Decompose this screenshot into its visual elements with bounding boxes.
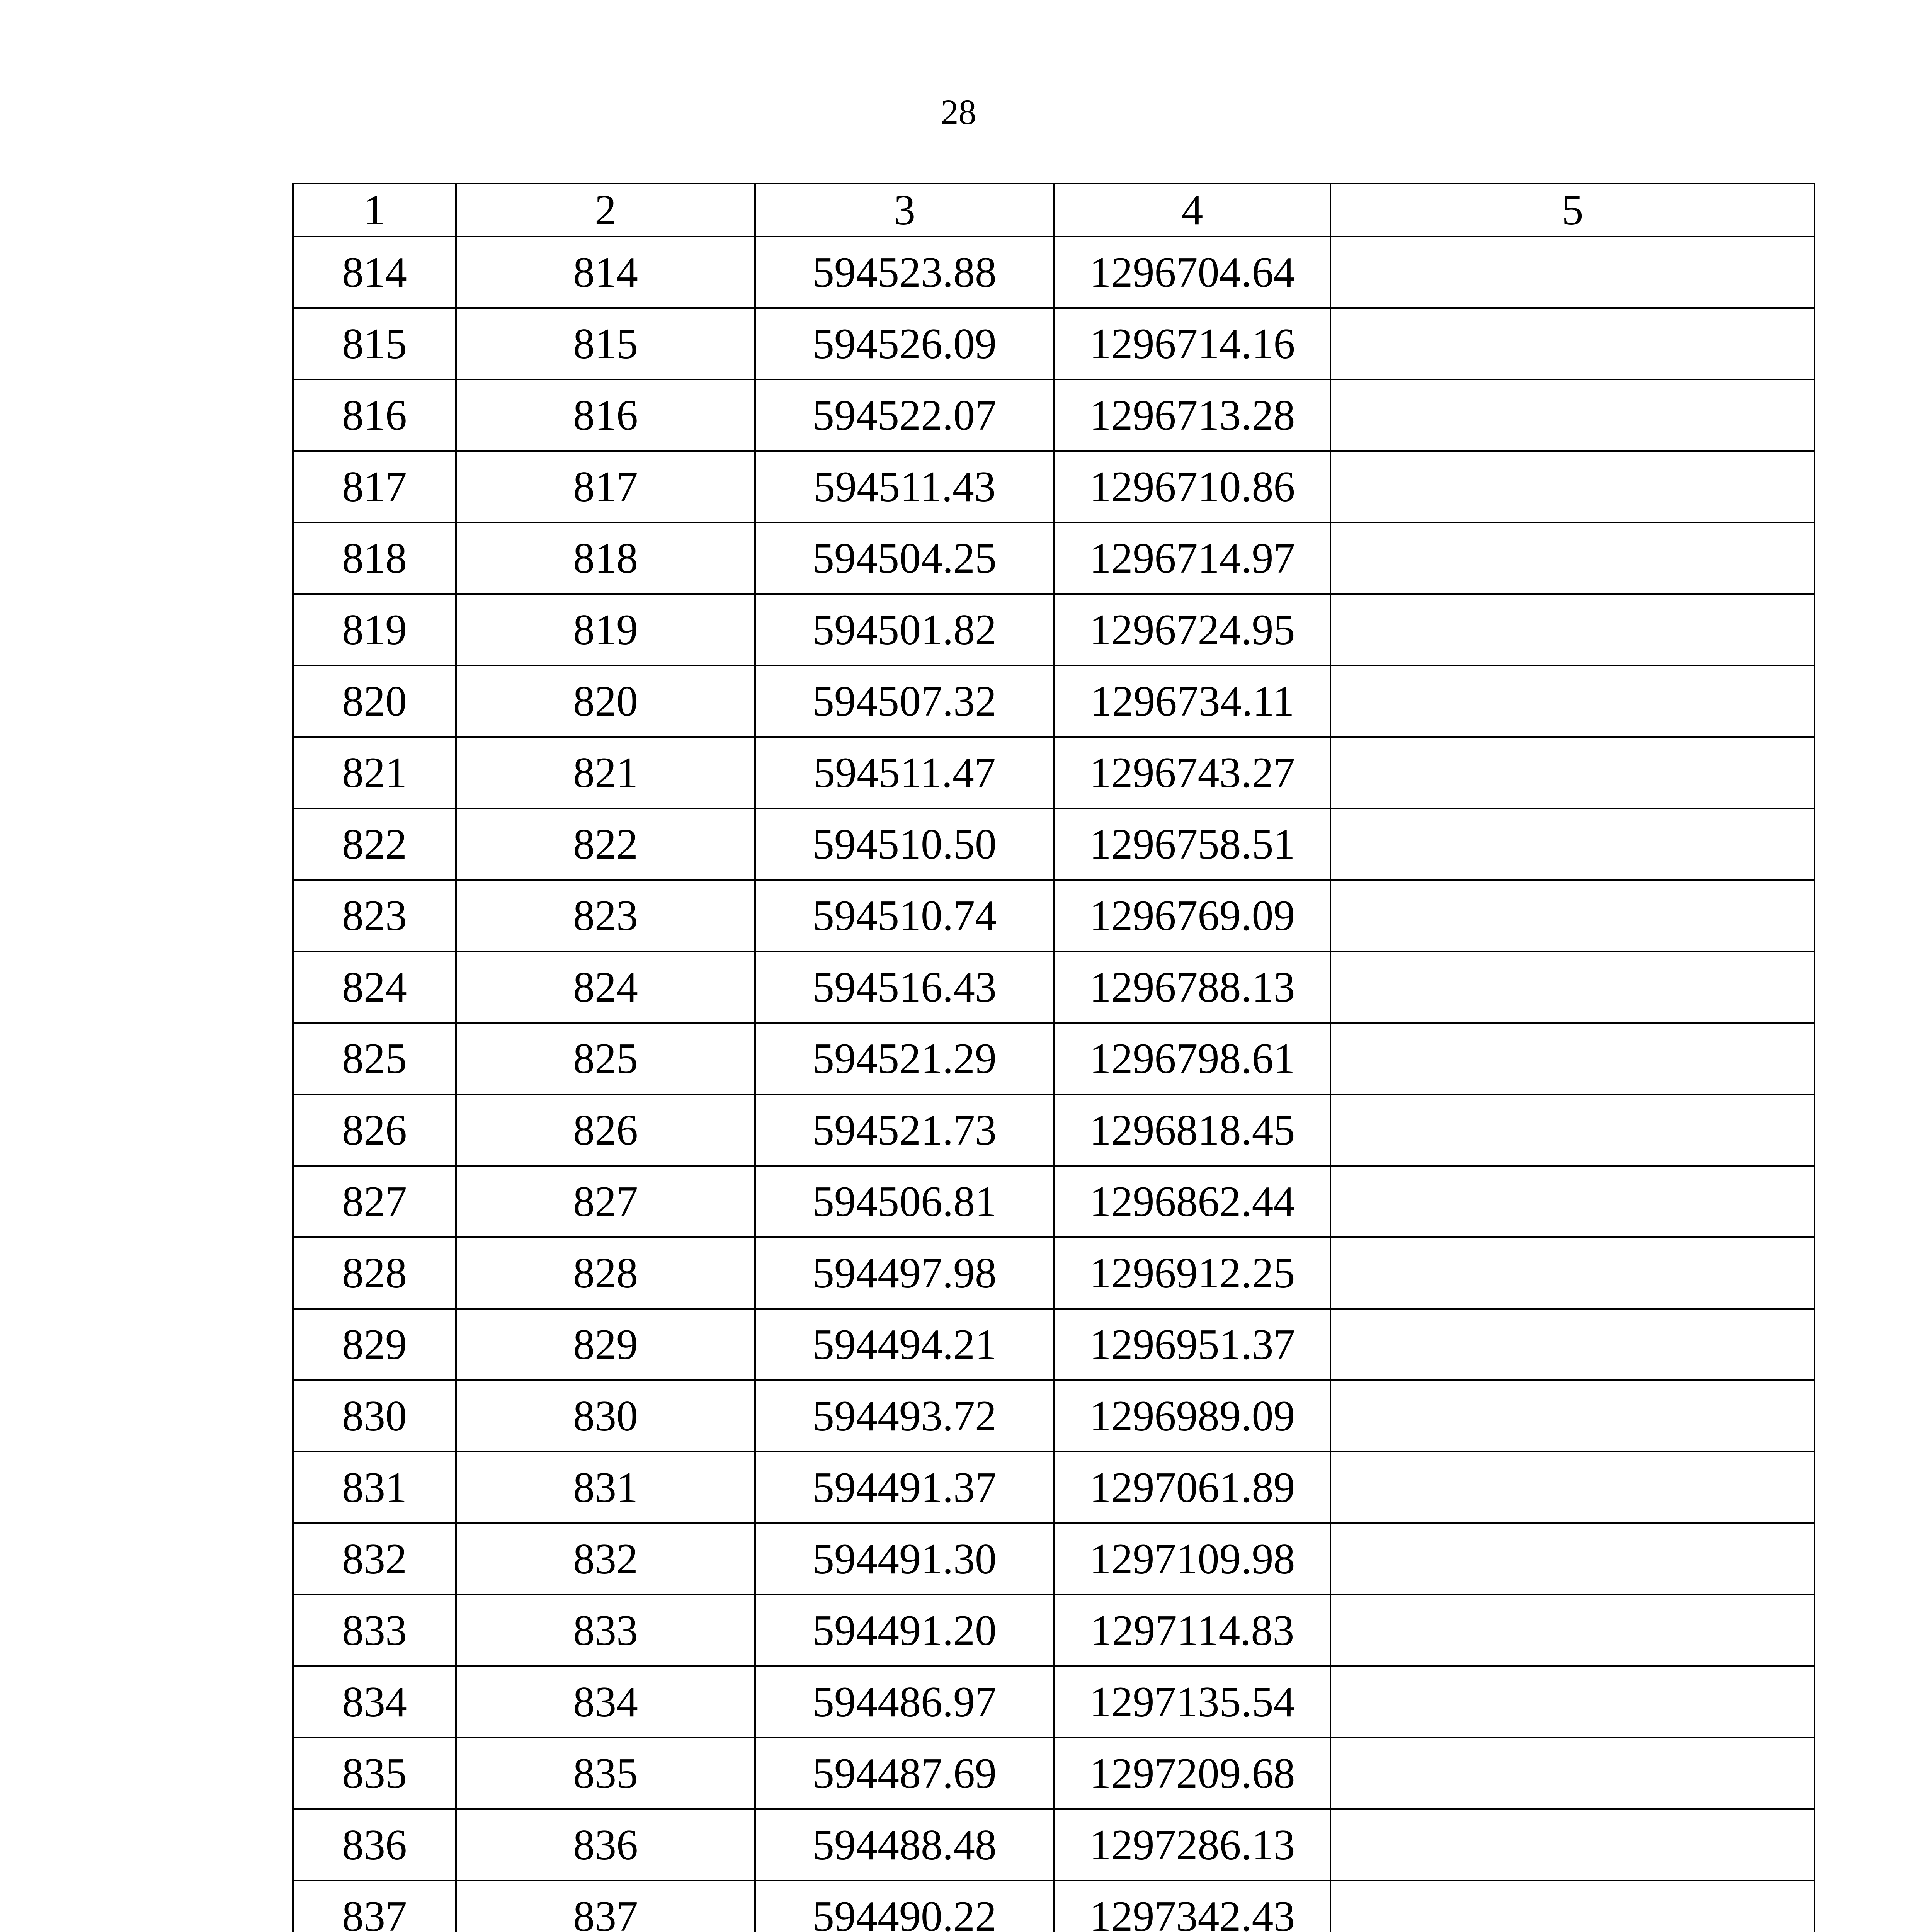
point-number-cell: 829 <box>293 1309 456 1380</box>
point-number-cell: 816 <box>293 379 456 451</box>
point-number-cell: 824 <box>293 951 456 1023</box>
x-coordinate-cell: 594510.50 <box>755 808 1054 880</box>
table-row <box>293 951 1815 1023</box>
x-coordinate-cell: 594486.97 <box>755 1666 1054 1738</box>
y-coordinate-cell: 1297135.54 <box>1054 1666 1330 1738</box>
note-cell <box>1330 236 1815 308</box>
point-number-cell: 819 <box>293 594 456 665</box>
point-id-cell: 828 <box>456 1237 755 1309</box>
note-cell <box>1330 1738 1815 1809</box>
point-id-cell: 817 <box>456 451 755 522</box>
point-number-cell: 832 <box>293 1523 456 1595</box>
point-number-cell: 831 <box>293 1452 456 1523</box>
x-coordinate-cell: 594497.98 <box>755 1237 1054 1309</box>
table-row <box>293 1809 1815 1881</box>
y-coordinate-cell: 1296724.95 <box>1054 594 1330 665</box>
point-id-cell: 820 <box>456 665 755 737</box>
y-coordinate-cell: 1297286.13 <box>1054 1809 1330 1881</box>
y-coordinate-cell: 1296734.11 <box>1054 665 1330 737</box>
table-row <box>293 1237 1815 1309</box>
point-number-cell: 818 <box>293 522 456 594</box>
note-cell <box>1330 379 1815 451</box>
column-header-5: 5 <box>1330 184 1815 236</box>
point-number-cell: 823 <box>293 880 456 951</box>
note-cell <box>1330 737 1815 808</box>
point-number-cell: 834 <box>293 1666 456 1738</box>
note-cell <box>1330 1023 1815 1094</box>
table-row <box>293 451 1815 522</box>
y-coordinate-cell: 1296714.16 <box>1054 308 1330 379</box>
y-coordinate-cell: 1297061.89 <box>1054 1452 1330 1523</box>
x-coordinate-cell: 594487.69 <box>755 1738 1054 1809</box>
table-row <box>293 1666 1815 1738</box>
point-id-cell: 822 <box>456 808 755 880</box>
x-coordinate-cell: 594506.81 <box>755 1166 1054 1237</box>
note-cell <box>1330 1809 1815 1881</box>
x-coordinate-cell: 594491.37 <box>755 1452 1054 1523</box>
x-coordinate-cell: 594494.21 <box>755 1309 1054 1380</box>
point-id-cell: 836 <box>456 1809 755 1881</box>
note-cell <box>1330 665 1815 737</box>
y-coordinate-cell: 1296704.64 <box>1054 236 1330 308</box>
table-row <box>293 1166 1815 1237</box>
point-id-cell: 823 <box>456 880 755 951</box>
table-row <box>293 1738 1815 1809</box>
column-header-2: 2 <box>456 184 755 236</box>
note-cell <box>1330 1380 1815 1452</box>
y-coordinate-cell: 1297114.83 <box>1054 1595 1330 1666</box>
x-coordinate-cell: 594490.22 <box>755 1881 1054 1932</box>
point-number-cell: 837 <box>293 1881 456 1932</box>
table-row <box>293 737 1815 808</box>
y-coordinate-cell: 1296912.25 <box>1054 1237 1330 1309</box>
table-row <box>293 379 1815 451</box>
table-row <box>293 236 1815 308</box>
column-header-1: 1 <box>293 184 456 236</box>
y-coordinate-cell: 1297109.98 <box>1054 1523 1330 1595</box>
y-coordinate-cell: 1296713.28 <box>1054 379 1330 451</box>
point-number-cell: 820 <box>293 665 456 737</box>
y-coordinate-cell: 1296798.61 <box>1054 1023 1330 1094</box>
x-coordinate-cell: 594521.29 <box>755 1023 1054 1094</box>
y-coordinate-cell: 1296788.13 <box>1054 951 1330 1023</box>
x-coordinate-cell: 594491.20 <box>755 1595 1054 1666</box>
note-cell <box>1330 594 1815 665</box>
point-id-cell: 815 <box>456 308 755 379</box>
y-coordinate-cell: 1296710.86 <box>1054 451 1330 522</box>
point-number-cell: 833 <box>293 1595 456 1666</box>
table-row <box>293 665 1815 737</box>
point-number-cell: 828 <box>293 1237 456 1309</box>
note-cell <box>1330 1237 1815 1309</box>
point-number-cell: 827 <box>293 1166 456 1237</box>
note-cell <box>1330 1094 1815 1166</box>
table-row <box>293 308 1815 379</box>
point-number-cell: 814 <box>293 236 456 308</box>
x-coordinate-cell: 594511.47 <box>755 737 1054 808</box>
x-coordinate-cell: 594523.88 <box>755 236 1054 308</box>
y-coordinate-cell: 1297342.43 <box>1054 1881 1330 1932</box>
point-number-cell: 836 <box>293 1809 456 1881</box>
table-row <box>293 880 1815 951</box>
table-row <box>293 1452 1815 1523</box>
point-number-cell: 830 <box>293 1380 456 1452</box>
point-id-cell: 827 <box>456 1166 755 1237</box>
point-id-cell: 814 <box>456 236 755 308</box>
table-header-row <box>293 184 1815 236</box>
note-cell <box>1330 1666 1815 1738</box>
point-id-cell: 819 <box>456 594 755 665</box>
point-number-cell: 825 <box>293 1023 456 1094</box>
x-coordinate-cell: 594488.48 <box>755 1809 1054 1881</box>
x-coordinate-cell: 594504.25 <box>755 522 1054 594</box>
table-row <box>293 522 1815 594</box>
point-id-cell: 832 <box>456 1523 755 1595</box>
column-header-4: 4 <box>1054 184 1330 236</box>
y-coordinate-cell: 1296743.27 <box>1054 737 1330 808</box>
table-row <box>293 808 1815 880</box>
point-id-cell: 824 <box>456 951 755 1023</box>
x-coordinate-cell: 594516.43 <box>755 951 1054 1023</box>
table-body <box>293 184 1815 1932</box>
note-cell <box>1330 808 1815 880</box>
note-cell <box>1330 451 1815 522</box>
x-coordinate-cell: 594491.30 <box>755 1523 1054 1595</box>
table-row <box>293 1094 1815 1166</box>
column-header-3: 3 <box>755 184 1054 236</box>
point-id-cell: 833 <box>456 1595 755 1666</box>
point-id-cell: 834 <box>456 1666 755 1738</box>
point-id-cell: 829 <box>456 1309 755 1380</box>
table-row <box>293 1881 1815 1932</box>
y-coordinate-cell: 1296714.97 <box>1054 522 1330 594</box>
point-id-cell: 818 <box>456 522 755 594</box>
x-coordinate-cell: 594526.09 <box>755 308 1054 379</box>
note-cell <box>1330 1595 1815 1666</box>
note-cell <box>1330 951 1815 1023</box>
x-coordinate-cell: 594510.74 <box>755 880 1054 951</box>
point-number-cell: 815 <box>293 308 456 379</box>
x-coordinate-cell: 594493.72 <box>755 1380 1054 1452</box>
point-id-cell: 835 <box>456 1738 755 1809</box>
point-number-cell: 817 <box>293 451 456 522</box>
page-number: 28 <box>941 92 976 132</box>
point-id-cell: 831 <box>456 1452 755 1523</box>
table-row <box>293 1023 1815 1094</box>
x-coordinate-cell: 594521.73 <box>755 1094 1054 1166</box>
y-coordinate-cell: 1296758.51 <box>1054 808 1330 880</box>
point-id-cell: 826 <box>456 1094 755 1166</box>
point-number-cell: 822 <box>293 808 456 880</box>
note-cell <box>1330 308 1815 379</box>
point-number-cell: 821 <box>293 737 456 808</box>
point-id-cell: 830 <box>456 1380 755 1452</box>
y-coordinate-cell: 1297209.68 <box>1054 1738 1330 1809</box>
note-cell <box>1330 1166 1815 1237</box>
y-coordinate-cell: 1296951.37 <box>1054 1309 1330 1380</box>
table-row <box>293 594 1815 665</box>
table-row <box>293 1380 1815 1452</box>
point-id-cell: 837 <box>456 1881 755 1932</box>
point-number-cell: 826 <box>293 1094 456 1166</box>
coordinates-table <box>292 183 1815 1932</box>
x-coordinate-cell: 594511.43 <box>755 451 1054 522</box>
note-cell <box>1330 1523 1815 1595</box>
y-coordinate-cell: 1296862.44 <box>1054 1166 1330 1237</box>
y-coordinate-cell: 1296818.45 <box>1054 1094 1330 1166</box>
y-coordinate-cell: 1296769.09 <box>1054 880 1330 951</box>
note-cell <box>1330 880 1815 951</box>
table-row <box>293 1595 1815 1666</box>
note-cell <box>1330 522 1815 594</box>
y-coordinate-cell: 1296989.09 <box>1054 1380 1330 1452</box>
point-id-cell: 821 <box>456 737 755 808</box>
x-coordinate-cell: 594507.32 <box>755 665 1054 737</box>
point-id-cell: 816 <box>456 379 755 451</box>
table-row <box>293 1523 1815 1595</box>
note-cell <box>1330 1881 1815 1932</box>
x-coordinate-cell: 594501.82 <box>755 594 1054 665</box>
note-cell <box>1330 1309 1815 1380</box>
point-number-cell: 835 <box>293 1738 456 1809</box>
note-cell <box>1330 1452 1815 1523</box>
point-id-cell: 825 <box>456 1023 755 1094</box>
x-coordinate-cell: 594522.07 <box>755 379 1054 451</box>
table-row <box>293 1309 1815 1380</box>
